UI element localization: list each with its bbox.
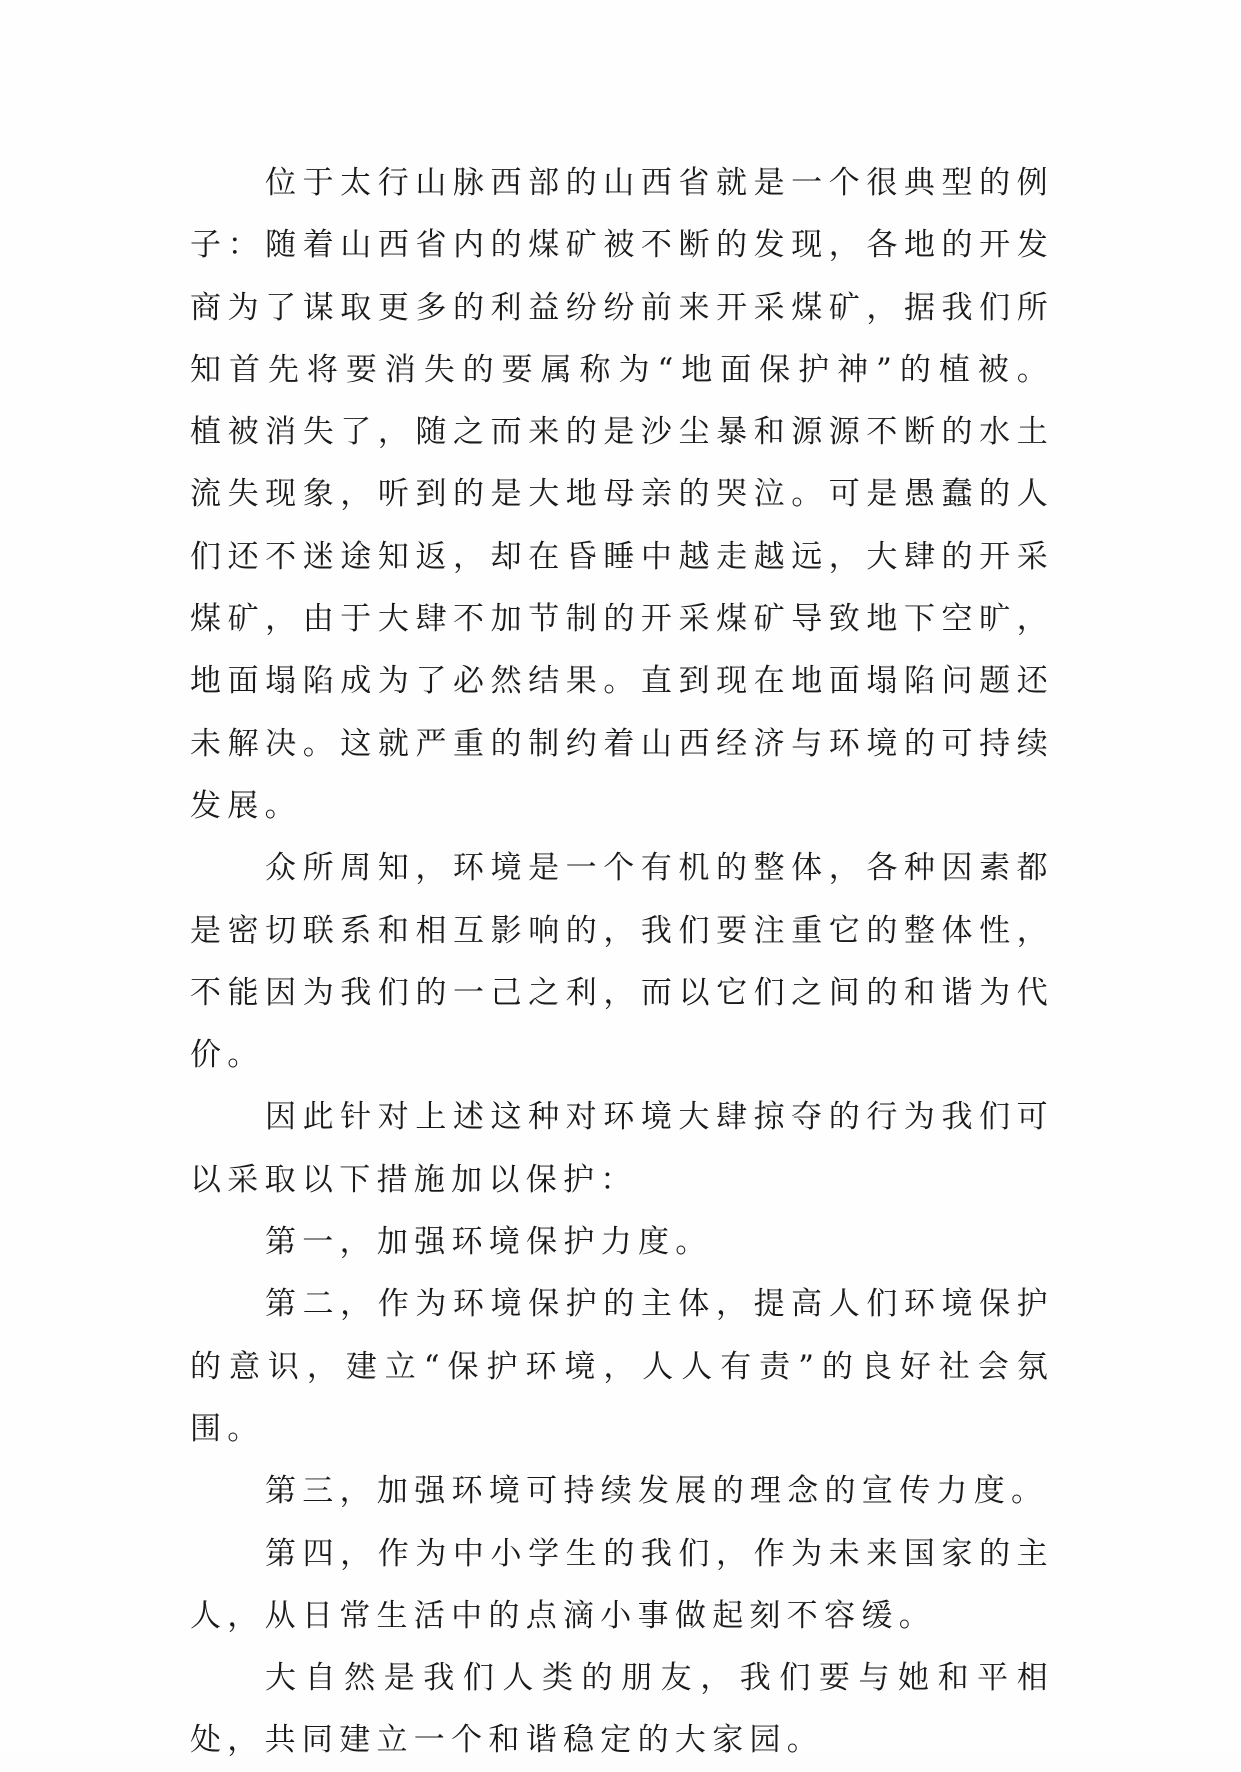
paragraph-environment-whole: 众所周知，环境是一个有机的整体，各种因素都是密切联系和相互影响的，我们要注重它的整体性，不能因为我们的一己之利，而以它们之间的和谐为代价。	[190, 850, 1054, 1074]
paragraph-measure-1: 第一，加强环境保护力度。	[265, 1224, 713, 1261]
paragraph-measure-2: 第二，作为环境保护的主体，提高人们环境保护的意识，建立“保护环境，人人有责”的良好社会氛围。	[190, 1286, 1054, 1447]
essay-body	[190, 152, 1054, 1772]
paragraph-conclusion: 大自然是我们人类的朋友，我们要与她和平相处，共同建立一个和谐稳定的大家园。	[190, 1660, 1054, 1759]
paragraph-measures-intro: 因此针对上述这种对环境大肆掠夺的行为我们可以采取以下措施加以保护：	[190, 1099, 1054, 1198]
paragraph-measure-3: 第三，加强环境可持续发展的理念的宣传力度。	[265, 1473, 1049, 1510]
paragraph-shanxi-example: 位于太行山脉西部的山西省就是一个很典型的例子：随着山西省内的煤矿被不断的发现，各地的开发商为了谋取更多的利益纷纷前来开采煤矿，据我们所知首先将要消失的要属称为“地面保护神”的植被。植被消失了，随之而来的是沙尘暴和源源不断的水土流失现象，听到的是大地母亲的哭泣。可是愚蠢的人们还不迷途知返，却在昏睡中越走越远，大肆的开采煤矿，由于大肆不加节制的开采煤矿导致地下空旷，地面塌陷成为了必然结果。直到现在地面塌陷问题还未解决。这就严重的制约着山西经济与环境的可持续发展。	[190, 165, 1054, 824]
paragraph-measure-4: 第四，作为中小学生的我们，作为未来国家的主人，从日常生活中的点滴小事做起刻不容缓。	[190, 1535, 1054, 1634]
